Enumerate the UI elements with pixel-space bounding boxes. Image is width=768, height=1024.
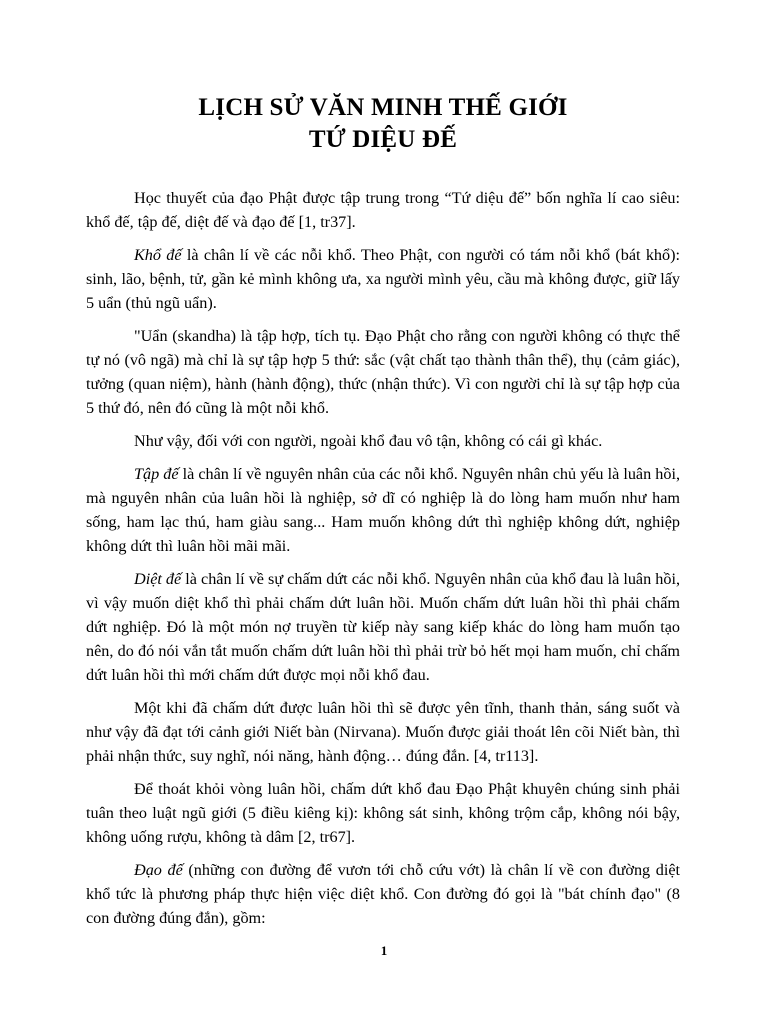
paragraph-4: [86, 429, 680, 453]
paragraph-5: [86, 462, 680, 558]
document-title: LỊCH SỬ VĂN MINH THẾ GIỚI: [198, 94, 568, 121]
paragraph-text: Một khi đã chấm dứt được luân hồi thì sẽ được yên tĩnh, thanh thản, sáng suốt và như vậy đã đạt tới cảnh giới Niết bàn (Nirvana). Muốn được giải thoát lên cõi Niết bàn, thì phải nhận thức, suy nghĩ, nói năng, hành động… đúng đắn. [4, tr113].: [86, 699, 680, 765]
document-body: [86, 186, 680, 930]
term-kho-de: Khổ đế: [134, 246, 182, 264]
paragraph-text: Học thuyết của đạo Phật được tập trung trong “Tứ diệu đế” bốn nghĩa lí cao siêu: khổ đế, tập đế, diệt đế và đạo đế [1, tr37].: [86, 189, 680, 231]
paragraph-text: (những con đường để vươn tới chỗ cứu vớt) là chân lí về con đường diệt khổ tức là phương pháp thực hiện việc diệt khổ. Con đường đó gọi là "bát chính đạo" (8 con đường đúng đắn), gồm:: [86, 861, 681, 927]
paragraph-text: là chân lí về nguyên nhân của các nỗi khổ. Nguyên nhân chủ yếu là luân hồi, mà nguyên nhân của luân hồi là nghiệp, sở dĩ có nghiệp là do lòng ham muốn như ham sống, ham lạc thú, ham giàu sang... Ham muốn không dứt thì nghiệp không dứt, nghiệp không dứt thì luân hồi mãi mãi.: [86, 465, 680, 555]
paragraph-8: [86, 777, 680, 849]
page-number: 1: [380, 943, 388, 958]
document-subtitle: TỨ DIỆU ĐẾ: [308, 126, 458, 153]
paragraph-6: [86, 567, 680, 687]
paragraph-2: [86, 243, 680, 315]
paragraph-text: Như vậy, đối với con người, ngoài khổ đau vô tận, không có cái gì khác.: [134, 432, 603, 450]
paragraph-text: "Uẩn (skandha) là tập hợp, tích tụ. Đạo Phật cho rằng con người không có thực thể tự nó (vô ngã) mà chỉ là sự tập hợp 5 thứ: sắc (vật chất tạo thành thân thể), thụ (cảm giác), tưởng (quan niệm), hành (hành động), thức (nhận thức). Vì con người chỉ là sự tập hợp của 5 thứ đó, nên đó cũng là một nỗi khổ.: [86, 327, 680, 417]
paragraph-9: [86, 858, 680, 930]
title-block: [86, 92, 680, 156]
term-diet-de: Diệt đế: [134, 570, 182, 588]
paragraph-text: là chân lí về sự chấm dứt các nỗi khổ. Nguyên nhân của khổ đau là luân hồi, vì vậy muốn diệt khổ thì phải chấm dứt luân hồi. Muốn chấm dứt luân hồi thì phải chấm dứt nghiệp. Đó là một món nợ truyền từ kiếp này sang kiếp khác do lòng ham muốn tạo nên, do đó nói vắn tắt muốn chấm dứt luân hồi thì phải trừ bỏ hết mọi ham muốn, chỉ chấm dứt luân hồi thì mới chấm dứt được mọi nỗi khổ đau.: [86, 570, 680, 684]
term-tap-de: Tập đế: [134, 465, 179, 483]
paragraph-1: [86, 186, 680, 234]
paragraph-3: [86, 324, 680, 420]
paragraph-text: Để thoát khỏi vòng luân hồi, chấm dứt khổ đau Đạo Phật khuyên chúng sinh phải tuân theo luật ngũ giới (5 điều kiêng kị): không sát sinh, không trộm cắp, không nói bậy, không uống rượu, không tà dâm [2, tr67].: [86, 780, 680, 846]
term-dao-de: Đạo đế: [134, 861, 183, 879]
document-page: [86, 92, 680, 939]
paragraph-7: [86, 696, 680, 768]
paragraph-text: là chân lí về các nỗi khổ. Theo Phật, con người có tám nỗi khổ (bát khổ): sinh, lão, bệnh, tử, gần kẻ mình không ưa, xa người mình yêu, cầu mà không được, giữ lấy 5 uẩn (thủ ngũ uẩn).: [86, 246, 680, 312]
